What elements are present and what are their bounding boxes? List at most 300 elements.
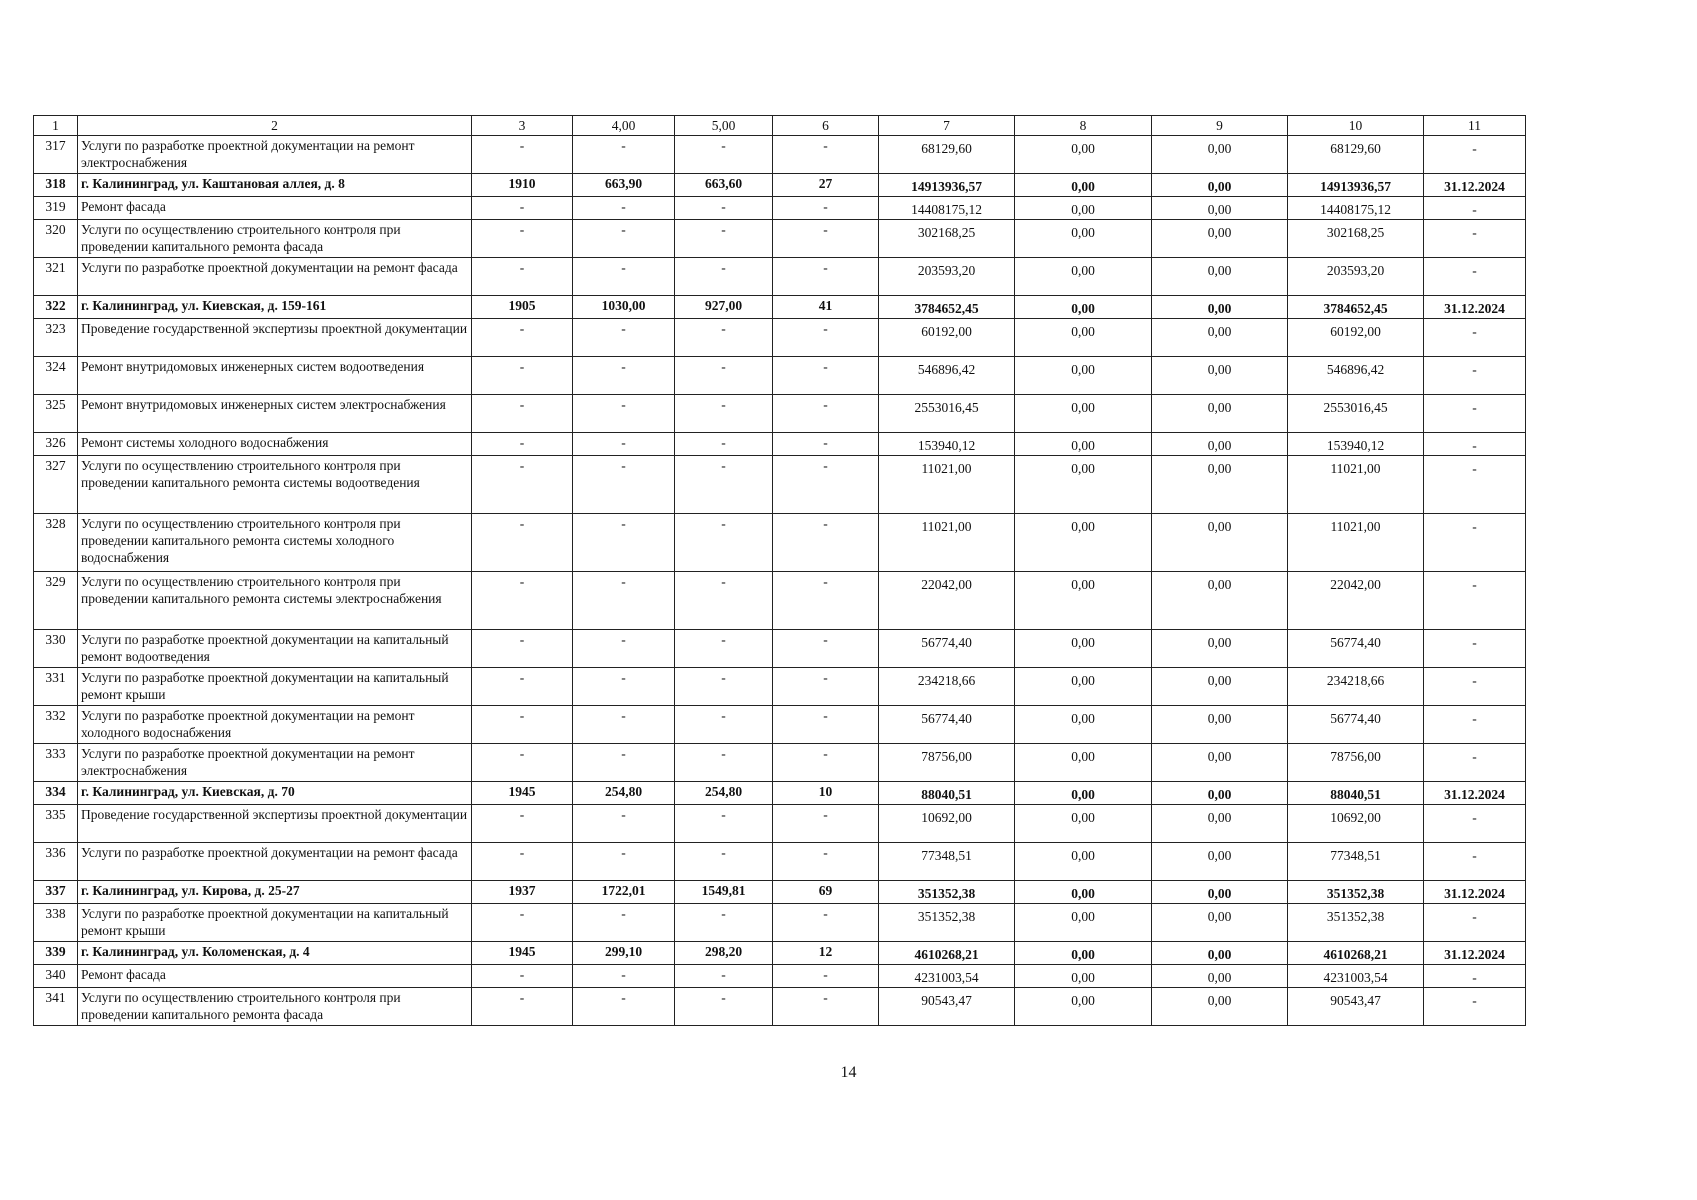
row-number-cell: 320 [34, 220, 78, 258]
col-9-cell: 0,00 [1152, 782, 1288, 805]
cost-fund-cell: 88040,51 [1288, 782, 1424, 805]
year-cell: - [472, 433, 573, 456]
row-number-cell: 333 [34, 744, 78, 782]
deadline-cell: - [1424, 904, 1526, 942]
area-total-cell: - [573, 258, 675, 296]
work-name-cell: Ремонт фасада [78, 197, 472, 220]
cost-total-cell: 4610268,21 [879, 942, 1015, 965]
col-9-cell: 0,00 [1152, 258, 1288, 296]
area-living-cell: - [675, 706, 773, 744]
area-living-cell: - [675, 744, 773, 782]
deadline-cell: - [1424, 965, 1526, 988]
row-number-cell: 336 [34, 843, 78, 881]
deadline-cell: - [1424, 456, 1526, 514]
cost-fund-cell: 11021,00 [1288, 514, 1424, 572]
year-cell: 1945 [472, 942, 573, 965]
cost-fund-cell: 14913936,57 [1288, 174, 1424, 197]
area-total-cell: - [573, 572, 675, 630]
area-living-cell: 663,60 [675, 174, 773, 197]
col-8-cell: 0,00 [1015, 744, 1152, 782]
cost-fund-cell: 90543,47 [1288, 988, 1424, 1026]
cost-fund-cell: 60192,00 [1288, 319, 1424, 357]
cost-fund-cell: 4610268,21 [1288, 942, 1424, 965]
cost-fund-cell: 546896,42 [1288, 357, 1424, 395]
cost-total-cell: 56774,40 [879, 706, 1015, 744]
deadline-cell: - [1424, 514, 1526, 572]
year-cell: - [472, 744, 573, 782]
year-cell: - [472, 843, 573, 881]
header-cell: 5,00 [675, 116, 773, 136]
residents-cell: 27 [773, 174, 879, 197]
cost-fund-cell: 14408175,12 [1288, 197, 1424, 220]
col-8-cell: 0,00 [1015, 881, 1152, 904]
cost-total-cell: 234218,66 [879, 668, 1015, 706]
year-cell: 1910 [472, 174, 573, 197]
residents-cell: - [773, 904, 879, 942]
col-9-cell: 0,00 [1152, 456, 1288, 514]
row-number-cell: 337 [34, 881, 78, 904]
row-number-cell: 324 [34, 357, 78, 395]
work-row [34, 843, 1526, 881]
col-9-cell: 0,00 [1152, 965, 1288, 988]
col-9-cell: 0,00 [1152, 706, 1288, 744]
work-name-cell: Ремонт системы холодного водоснабжения [78, 433, 472, 456]
area-total-cell: - [573, 319, 675, 357]
header-cell: 9 [1152, 116, 1288, 136]
residents-cell: - [773, 988, 879, 1026]
cost-fund-cell: 2553016,45 [1288, 395, 1424, 433]
works-table [33, 115, 1526, 1026]
col-8-cell: 0,00 [1015, 395, 1152, 433]
area-living-cell: 927,00 [675, 296, 773, 319]
area-living-cell: - [675, 904, 773, 942]
deadline-cell: - [1424, 136, 1526, 174]
cost-fund-cell: 78756,00 [1288, 744, 1424, 782]
area-living-cell: - [675, 965, 773, 988]
col-9-cell: 0,00 [1152, 572, 1288, 630]
year-cell: - [472, 988, 573, 1026]
work-name-cell: Проведение государственной экспертизы проектной документации [78, 319, 472, 357]
work-row [34, 514, 1526, 572]
address-row [34, 881, 1526, 904]
col-9-cell: 0,00 [1152, 136, 1288, 174]
col-9-cell: 0,00 [1152, 220, 1288, 258]
col-8-cell: 0,00 [1015, 357, 1152, 395]
deadline-cell: 31.12.2024 [1424, 296, 1526, 319]
cost-fund-cell: 10692,00 [1288, 805, 1424, 843]
area-living-cell: 1549,81 [675, 881, 773, 904]
row-number-cell: 340 [34, 965, 78, 988]
column-number-row [34, 116, 1526, 136]
header-cell: 1 [34, 116, 78, 136]
work-name-cell: Услуги по разработке проектной документации на ремонт фасада [78, 258, 472, 296]
header-cell: 11 [1424, 116, 1526, 136]
col-8-cell: 0,00 [1015, 174, 1152, 197]
work-name-cell: Услуги по осуществлению строительного контроля при проведении капитального ремонта фасада [78, 988, 472, 1026]
header-cell: 3 [472, 116, 573, 136]
col-9-cell: 0,00 [1152, 805, 1288, 843]
cost-total-cell: 60192,00 [879, 319, 1015, 357]
year-cell: - [472, 319, 573, 357]
area-living-cell: - [675, 357, 773, 395]
year-cell: - [472, 258, 573, 296]
row-number-cell: 326 [34, 433, 78, 456]
area-total-cell: - [573, 514, 675, 572]
area-living-cell: - [675, 572, 773, 630]
area-total-cell: - [573, 630, 675, 668]
area-living-cell: - [675, 258, 773, 296]
cost-fund-cell: 3784652,45 [1288, 296, 1424, 319]
cost-total-cell: 68129,60 [879, 136, 1015, 174]
row-number-cell: 334 [34, 782, 78, 805]
cost-total-cell: 90543,47 [879, 988, 1015, 1026]
col-8-cell: 0,00 [1015, 197, 1152, 220]
year-cell: - [472, 668, 573, 706]
row-number-cell: 338 [34, 904, 78, 942]
col-8-cell: 0,00 [1015, 805, 1152, 843]
work-name-cell: Услуги по разработке проектной документации на ремонт фасада [78, 843, 472, 881]
residents-cell: - [773, 843, 879, 881]
address-row [34, 782, 1526, 805]
work-name-cell: Услуги по осуществлению строительного контроля при проведении капитального ремонта фасада [78, 220, 472, 258]
work-name-cell: г. Калининград, ул. Киевская, д. 70 [78, 782, 472, 805]
col-8-cell: 0,00 [1015, 843, 1152, 881]
work-name-cell: Услуги по разработке проектной документации на капитальный ремонт крыши [78, 668, 472, 706]
work-row [34, 805, 1526, 843]
cost-fund-cell: 56774,40 [1288, 706, 1424, 744]
residents-cell: - [773, 220, 879, 258]
area-total-cell: 1722,01 [573, 881, 675, 904]
work-row [34, 668, 1526, 706]
area-living-cell: - [675, 668, 773, 706]
header-cell: 6 [773, 116, 879, 136]
area-living-cell: - [675, 220, 773, 258]
year-cell: - [472, 572, 573, 630]
work-row [34, 706, 1526, 744]
year-cell: - [472, 805, 573, 843]
row-number-cell: 327 [34, 456, 78, 514]
area-living-cell: - [675, 456, 773, 514]
work-name-cell: Услуги по разработке проектной документации на капитальный ремонт крыши [78, 904, 472, 942]
area-living-cell: - [675, 136, 773, 174]
cost-total-cell: 14408175,12 [879, 197, 1015, 220]
col-8-cell: 0,00 [1015, 456, 1152, 514]
header-cell: 7 [879, 116, 1015, 136]
header-cell: 2 [78, 116, 472, 136]
col-8-cell: 0,00 [1015, 220, 1152, 258]
area-total-cell: - [573, 433, 675, 456]
row-number-cell: 341 [34, 988, 78, 1026]
col-9-cell: 0,00 [1152, 174, 1288, 197]
col-8-cell: 0,00 [1015, 904, 1152, 942]
residents-cell: - [773, 258, 879, 296]
deadline-cell: 31.12.2024 [1424, 782, 1526, 805]
cost-fund-cell: 302168,25 [1288, 220, 1424, 258]
col-9-cell: 0,00 [1152, 296, 1288, 319]
area-total-cell: 254,80 [573, 782, 675, 805]
year-cell: - [472, 136, 573, 174]
col-9-cell: 0,00 [1152, 668, 1288, 706]
row-number-cell: 325 [34, 395, 78, 433]
residents-cell: - [773, 357, 879, 395]
col-9-cell: 0,00 [1152, 514, 1288, 572]
col-9-cell: 0,00 [1152, 988, 1288, 1026]
cost-total-cell: 56774,40 [879, 630, 1015, 668]
work-row [34, 630, 1526, 668]
year-cell: - [472, 395, 573, 433]
deadline-cell: - [1424, 395, 1526, 433]
work-name-cell: Услуги по осуществлению строительного контроля при проведении капитального ремонта системы холодного водоснабжения [78, 514, 472, 572]
cost-fund-cell: 351352,38 [1288, 881, 1424, 904]
area-total-cell: - [573, 668, 675, 706]
work-row [34, 220, 1526, 258]
col-8-cell: 0,00 [1015, 630, 1152, 668]
cost-total-cell: 4231003,54 [879, 965, 1015, 988]
col-8-cell: 0,00 [1015, 668, 1152, 706]
col-9-cell: 0,00 [1152, 942, 1288, 965]
residents-cell: 12 [773, 942, 879, 965]
page-number: 14 [840, 1064, 857, 1081]
col-8-cell: 0,00 [1015, 706, 1152, 744]
work-name-cell: г. Калининград, ул. Киевская, д. 159-161 [78, 296, 472, 319]
area-living-cell: 254,80 [675, 782, 773, 805]
residents-cell: 41 [773, 296, 879, 319]
cost-total-cell: 78756,00 [879, 744, 1015, 782]
deadline-cell: - [1424, 220, 1526, 258]
area-total-cell: - [573, 395, 675, 433]
area-total-cell: 1030,00 [573, 296, 675, 319]
work-name-cell: Услуги по осуществлению строительного контроля при проведении капитального ремонта системы водоотведения [78, 456, 472, 514]
col-8-cell: 0,00 [1015, 782, 1152, 805]
work-name-cell: г. Калининград, ул. Коломенская, д. 4 [78, 942, 472, 965]
area-total-cell: - [573, 136, 675, 174]
deadline-cell: - [1424, 197, 1526, 220]
work-row [34, 136, 1526, 174]
col-8-cell: 0,00 [1015, 136, 1152, 174]
row-number-cell: 329 [34, 572, 78, 630]
area-living-cell: - [675, 395, 773, 433]
work-row [34, 258, 1526, 296]
work-name-cell: Услуги по разработке проектной документации на капитальный ремонт водоотведения [78, 630, 472, 668]
col-8-cell: 0,00 [1015, 942, 1152, 965]
row-number-cell: 332 [34, 706, 78, 744]
cost-fund-cell: 234218,66 [1288, 668, 1424, 706]
cost-total-cell: 3784652,45 [879, 296, 1015, 319]
residents-cell: - [773, 965, 879, 988]
year-cell: - [472, 706, 573, 744]
residents-cell: - [773, 744, 879, 782]
col-8-cell: 0,00 [1015, 258, 1152, 296]
header-cell: 10 [1288, 116, 1424, 136]
area-total-cell: - [573, 904, 675, 942]
cost-fund-cell: 203593,20 [1288, 258, 1424, 296]
deadline-cell: - [1424, 988, 1526, 1026]
cost-total-cell: 88040,51 [879, 782, 1015, 805]
deadline-cell: - [1424, 706, 1526, 744]
cost-total-cell: 546896,42 [879, 357, 1015, 395]
area-living-cell: - [675, 514, 773, 572]
area-living-cell: - [675, 988, 773, 1026]
work-name-cell: г. Калининград, ул. Кирова, д. 25-27 [78, 881, 472, 904]
deadline-cell: - [1424, 258, 1526, 296]
deadline-cell: 31.12.2024 [1424, 881, 1526, 904]
area-living-cell: - [675, 433, 773, 456]
deadline-cell: - [1424, 357, 1526, 395]
header-cell: 4,00 [573, 116, 675, 136]
deadline-cell: - [1424, 744, 1526, 782]
col-9-cell: 0,00 [1152, 395, 1288, 433]
area-total-cell: - [573, 843, 675, 881]
work-row [34, 433, 1526, 456]
area-total-cell: - [573, 805, 675, 843]
residents-cell: - [773, 395, 879, 433]
residents-cell: - [773, 197, 879, 220]
area-total-cell: 663,90 [573, 174, 675, 197]
area-living-cell: - [675, 843, 773, 881]
col-8-cell: 0,00 [1015, 296, 1152, 319]
cost-total-cell: 11021,00 [879, 456, 1015, 514]
work-row [34, 988, 1526, 1026]
row-number-cell: 339 [34, 942, 78, 965]
residents-cell: - [773, 433, 879, 456]
col-8-cell: 0,00 [1015, 514, 1152, 572]
work-row [34, 197, 1526, 220]
work-name-cell: Услуги по разработке проектной документации на ремонт холодного водоснабжения [78, 706, 472, 744]
col-9-cell: 0,00 [1152, 197, 1288, 220]
cost-total-cell: 203593,20 [879, 258, 1015, 296]
cost-total-cell: 2553016,45 [879, 395, 1015, 433]
residents-cell: - [773, 319, 879, 357]
row-number-cell: 331 [34, 668, 78, 706]
residents-cell: - [773, 514, 879, 572]
work-name-cell: Услуги по разработке проектной документации на ремонт электроснабжения [78, 136, 472, 174]
cost-fund-cell: 68129,60 [1288, 136, 1424, 174]
year-cell: - [472, 904, 573, 942]
cost-fund-cell: 153940,12 [1288, 433, 1424, 456]
deadline-cell: - [1424, 572, 1526, 630]
address-row [34, 296, 1526, 319]
col-8-cell: 0,00 [1015, 433, 1152, 456]
work-row [34, 395, 1526, 433]
row-number-cell: 335 [34, 805, 78, 843]
year-cell: 1937 [472, 881, 573, 904]
year-cell: - [472, 630, 573, 668]
area-living-cell: 298,20 [675, 942, 773, 965]
area-living-cell: - [675, 197, 773, 220]
year-cell: - [472, 456, 573, 514]
cost-total-cell: 77348,51 [879, 843, 1015, 881]
deadline-cell: - [1424, 668, 1526, 706]
col-9-cell: 0,00 [1152, 433, 1288, 456]
residents-cell: - [773, 456, 879, 514]
col-8-cell: 0,00 [1015, 572, 1152, 630]
row-number-cell: 323 [34, 319, 78, 357]
row-number-cell: 319 [34, 197, 78, 220]
area-total-cell: 299,10 [573, 942, 675, 965]
row-number-cell: 322 [34, 296, 78, 319]
cost-fund-cell: 77348,51 [1288, 843, 1424, 881]
year-cell: 1945 [472, 782, 573, 805]
year-cell: - [472, 197, 573, 220]
cost-fund-cell: 22042,00 [1288, 572, 1424, 630]
row-number-cell: 328 [34, 514, 78, 572]
work-row [34, 572, 1526, 630]
area-living-cell: - [675, 319, 773, 357]
row-number-cell: 330 [34, 630, 78, 668]
cost-total-cell: 351352,38 [879, 904, 1015, 942]
col-8-cell: 0,00 [1015, 319, 1152, 357]
cost-total-cell: 10692,00 [879, 805, 1015, 843]
cost-total-cell: 22042,00 [879, 572, 1015, 630]
residents-cell: 69 [773, 881, 879, 904]
area-total-cell: - [573, 197, 675, 220]
work-name-cell: Услуги по разработке проектной документации на ремонт электроснабжения [78, 744, 472, 782]
deadline-cell: - [1424, 630, 1526, 668]
area-total-cell: - [573, 988, 675, 1026]
col-9-cell: 0,00 [1152, 357, 1288, 395]
cost-total-cell: 153940,12 [879, 433, 1015, 456]
work-row [34, 357, 1526, 395]
area-total-cell: - [573, 220, 675, 258]
deadline-cell: 31.12.2024 [1424, 942, 1526, 965]
col-8-cell: 0,00 [1015, 988, 1152, 1026]
row-number-cell: 318 [34, 174, 78, 197]
residents-cell: - [773, 572, 879, 630]
work-row [34, 965, 1526, 988]
residents-cell: 10 [773, 782, 879, 805]
area-living-cell: - [675, 630, 773, 668]
cost-total-cell: 14913936,57 [879, 174, 1015, 197]
work-name-cell: Ремонт внутридомовых инженерных систем электроснабжения [78, 395, 472, 433]
year-cell: - [472, 965, 573, 988]
header-cell: 8 [1015, 116, 1152, 136]
residents-cell: - [773, 668, 879, 706]
work-row [34, 904, 1526, 942]
row-number-cell: 321 [34, 258, 78, 296]
work-name-cell: Проведение государственной экспертизы проектной документации [78, 805, 472, 843]
col-9-cell: 0,00 [1152, 630, 1288, 668]
work-row [34, 319, 1526, 357]
area-total-cell: - [573, 744, 675, 782]
year-cell: - [472, 220, 573, 258]
area-total-cell: - [573, 706, 675, 744]
area-living-cell: - [675, 805, 773, 843]
deadline-cell: 31.12.2024 [1424, 174, 1526, 197]
cost-total-cell: 302168,25 [879, 220, 1015, 258]
cost-fund-cell: 4231003,54 [1288, 965, 1424, 988]
table-body [34, 116, 1526, 1026]
cost-total-cell: 11021,00 [879, 514, 1015, 572]
work-name-cell: Ремонт фасада [78, 965, 472, 988]
work-name-cell: Ремонт внутридомовых инженерных систем водоотведения [78, 357, 472, 395]
residents-cell: - [773, 630, 879, 668]
col-9-cell: 0,00 [1152, 744, 1288, 782]
work-name-cell: Услуги по осуществлению строительного контроля при проведении капитального ремонта системы электроснабжения [78, 572, 472, 630]
row-number-cell: 317 [34, 136, 78, 174]
area-total-cell: - [573, 965, 675, 988]
area-total-cell: - [573, 357, 675, 395]
address-row [34, 174, 1526, 197]
year-cell: - [472, 357, 573, 395]
year-cell: - [472, 514, 573, 572]
deadline-cell: - [1424, 805, 1526, 843]
work-row [34, 744, 1526, 782]
address-row [34, 942, 1526, 965]
residents-cell: - [773, 706, 879, 744]
cost-total-cell: 351352,38 [879, 881, 1015, 904]
col-9-cell: 0,00 [1152, 904, 1288, 942]
cost-fund-cell: 351352,38 [1288, 904, 1424, 942]
